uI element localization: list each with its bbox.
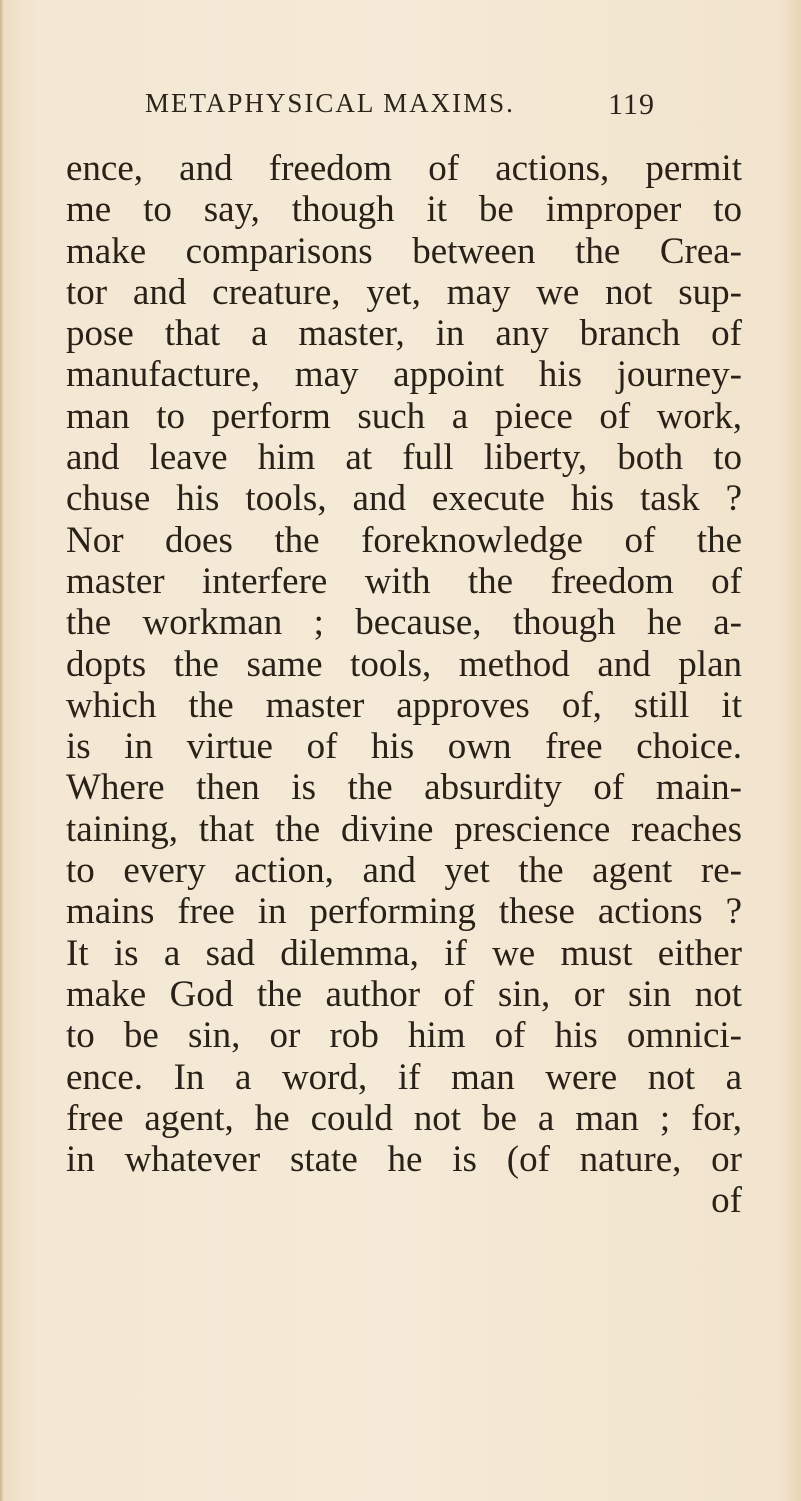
- page-edge-shadow: [0, 0, 4, 1501]
- text-line: mains free in performing these actions ?: [66, 891, 742, 933]
- text-line: Where then is the absurdity of main-: [66, 767, 742, 809]
- text-line: pose that a master, in any branch of: [66, 313, 742, 355]
- text-line: make comparisons between the Crea-: [66, 230, 742, 272]
- text-line: and leave him at full liberty, both to: [66, 437, 742, 479]
- text-line: to every action, and yet the agent re-: [66, 850, 742, 892]
- text-line: which the master approves of, still it: [66, 684, 742, 726]
- catchword: of: [711, 1180, 742, 1222]
- text-line: man to perform such a piece of work,: [66, 395, 742, 437]
- text-line: ence. In a word, if man were not a: [66, 1056, 742, 1098]
- text-line: the workman ; because, though he a-: [66, 602, 742, 644]
- page-number: 119: [608, 88, 655, 121]
- text-line: free agent, he could not be a man ; for,: [66, 1097, 742, 1139]
- text-line: in whatever state he is (of nature, or: [66, 1139, 742, 1181]
- text-line: manufacture, may appoint his journey-: [66, 354, 742, 396]
- text-line: to be sin, or rob him of his omnici-: [66, 1015, 742, 1057]
- body-text: [66, 148, 742, 1222]
- text-line: tor and creature, yet, may we not sup-: [66, 271, 742, 313]
- text-line: ence, and freedom of actions, permit: [66, 148, 742, 189]
- text-line: taining, that the divine prescience reaches: [66, 808, 742, 850]
- text-line: is in virtue of his own free choice.: [66, 726, 742, 768]
- text-line: make God the author of sin, or sin not: [66, 973, 742, 1015]
- page-header: [145, 88, 655, 132]
- running-head: METAPHYSICAL MAXIMS.: [145, 88, 515, 118]
- text-line: dopts the same tools, method and plan: [66, 643, 742, 685]
- text-line: me to say, though it be improper to: [66, 189, 742, 231]
- text-line: Nor does the foreknowledge of the: [66, 519, 742, 561]
- text-line: master interfere with the freedom of: [66, 560, 742, 602]
- text-line: It is a sad dilemma, if we must either: [66, 932, 742, 974]
- text-line: chuse his tools, and execute his task ?: [66, 478, 742, 520]
